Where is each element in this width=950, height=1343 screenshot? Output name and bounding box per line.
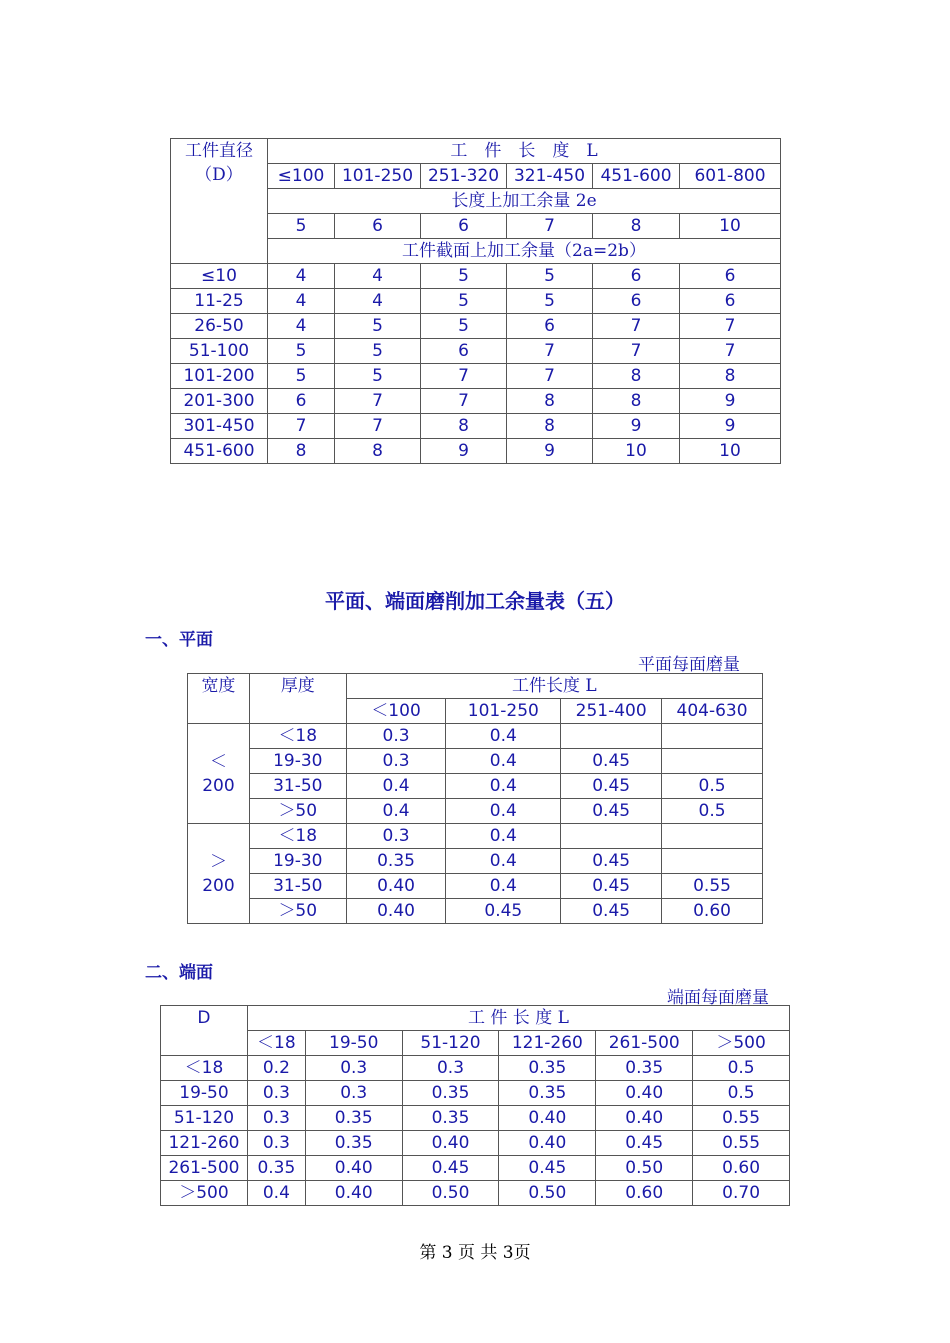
unit-note-plane: 平面每面磨量 [638, 655, 740, 675]
thickness-cell: ＜18 [249, 824, 346, 849]
value-cell: 0.4 [446, 749, 561, 774]
value-cell: 0.40 [499, 1106, 596, 1131]
value-cell: 0.4 [247, 1181, 305, 1206]
value-cell: 8 [268, 439, 335, 464]
table-row [188, 899, 763, 924]
value-cell: 0.35 [499, 1081, 596, 1106]
diameter-cell: ＜18 [161, 1056, 248, 1081]
value-cell [662, 824, 763, 849]
allowance-cell: 7 [507, 214, 593, 239]
value-cell: 4 [335, 289, 421, 314]
value-cell: 9 [421, 439, 507, 464]
value-cell: 0.4 [446, 874, 561, 899]
value-cell: 0.45 [402, 1156, 499, 1181]
value-cell: 5 [335, 364, 421, 389]
thickness-cell: 31-50 [249, 874, 346, 899]
value-cell: 8 [507, 389, 593, 414]
value-cell: 0.40 [402, 1131, 499, 1156]
diameter-header [171, 139, 268, 264]
table-row [171, 264, 781, 289]
width-cell [188, 824, 250, 924]
value-cell: 0.55 [662, 874, 763, 899]
table-row [161, 1156, 790, 1181]
value-cell: 0.45 [446, 899, 561, 924]
value-cell: 4 [268, 264, 335, 289]
value-cell: 6 [680, 289, 781, 314]
value-cell: 0.5 [662, 774, 763, 799]
value-cell: 8 [680, 364, 781, 389]
diameter-cell: 19-50 [161, 1081, 248, 1106]
table-row [171, 364, 781, 389]
value-cell: 4 [335, 264, 421, 289]
value-cell: 0.3 [346, 749, 446, 774]
diameter-cell: 11-25 [171, 289, 268, 314]
value-cell: 8 [507, 414, 593, 439]
value-cell: 0.35 [305, 1106, 402, 1131]
value-cell: 0.3 [247, 1106, 305, 1131]
value-cell: 7 [507, 339, 593, 364]
table-row [171, 289, 781, 314]
length-col: 51-120 [402, 1031, 499, 1056]
width-header: 宽度 [188, 674, 250, 724]
length-header: 工 件 长 度 L [247, 1006, 789, 1031]
allowance-cell: 6 [421, 214, 507, 239]
value-cell: 7 [593, 314, 680, 339]
length-header: 工 件 长 度 L [268, 139, 781, 164]
length-col: ≤100 [268, 164, 335, 189]
table1-body [171, 264, 781, 464]
table-row [171, 314, 781, 339]
value-cell: 9 [680, 389, 781, 414]
table-row [161, 1181, 790, 1206]
diameter-header-line2: （D） [195, 165, 243, 185]
value-cell: 0.5 [693, 1056, 790, 1081]
value-cell: 5 [335, 339, 421, 364]
value-cell: 7 [507, 364, 593, 389]
thickness-cell: 31-50 [249, 774, 346, 799]
value-cell: 5 [421, 264, 507, 289]
diameter-cell: 101-200 [171, 364, 268, 389]
length-col: ＞500 [693, 1031, 790, 1056]
value-cell: 0.50 [402, 1181, 499, 1206]
table-row [188, 849, 763, 874]
width-value: 200 [202, 775, 235, 796]
value-cell: 6 [593, 264, 680, 289]
value-cell: 0.35 [499, 1056, 596, 1081]
value-cell: 4 [268, 314, 335, 339]
length-columns-row [161, 1031, 790, 1056]
thickness-cell: 19-30 [249, 749, 346, 774]
value-cell: 0.5 [662, 799, 763, 824]
thickness-cell: ＞50 [249, 799, 346, 824]
diameter-cell: ≤10 [171, 264, 268, 289]
machining-allowance-table [170, 138, 781, 464]
table-row [188, 874, 763, 899]
d-header: D [161, 1006, 248, 1056]
diameter-cell: 451-600 [171, 439, 268, 464]
value-cell [561, 724, 662, 749]
value-cell: 0.70 [693, 1181, 790, 1206]
value-cell: 6 [593, 289, 680, 314]
value-cell: 0.4 [446, 724, 561, 749]
value-cell: 6 [507, 314, 593, 339]
value-cell: 8 [593, 389, 680, 414]
value-cell: 0.45 [561, 849, 662, 874]
section-heading-plane: 一、平面 [145, 630, 213, 650]
table-row [171, 439, 781, 464]
value-cell: 0.55 [693, 1106, 790, 1131]
value-cell: 0.35 [402, 1106, 499, 1131]
value-cell: 9 [593, 414, 680, 439]
value-cell: 0.40 [305, 1156, 402, 1181]
table-row [161, 1081, 790, 1106]
value-cell: 9 [507, 439, 593, 464]
diameter-cell: 261-500 [161, 1156, 248, 1181]
plane-grinding-table [187, 673, 763, 924]
value-cell: 0.4 [446, 799, 561, 824]
length-col: 321-450 [507, 164, 593, 189]
value-cell: 0.2 [247, 1056, 305, 1081]
thickness-cell: ＜18 [249, 724, 346, 749]
value-cell [662, 724, 763, 749]
value-cell: 7 [335, 414, 421, 439]
value-cell: 0.40 [346, 874, 446, 899]
table-row [171, 414, 781, 439]
length-col: 451-600 [593, 164, 680, 189]
value-cell: 0.40 [499, 1131, 596, 1156]
diameter-header-line1: 工件直径 [185, 141, 253, 161]
value-cell: 6 [680, 264, 781, 289]
value-cell: 0.50 [499, 1181, 596, 1206]
value-cell: 0.3 [305, 1081, 402, 1106]
value-cell: 6 [268, 389, 335, 414]
allowance-cell: 6 [335, 214, 421, 239]
length-allowance-label: 长度上加工余量 2e [268, 189, 781, 214]
value-cell: 5 [268, 364, 335, 389]
table-row [188, 774, 763, 799]
diameter-cell: 301-450 [171, 414, 268, 439]
table-row [161, 1131, 790, 1156]
table-row [161, 1056, 790, 1081]
value-cell: 4 [268, 289, 335, 314]
section-heading-end-face: 二、端面 [145, 963, 213, 983]
value-cell: 5 [507, 289, 593, 314]
width-value: 200 [202, 875, 235, 896]
value-cell: 7 [268, 414, 335, 439]
thickness-cell: ＞50 [249, 899, 346, 924]
value-cell: 0.45 [561, 899, 662, 924]
value-cell: 7 [421, 364, 507, 389]
value-cell: 0.35 [596, 1056, 693, 1081]
table-row [171, 389, 781, 414]
page-title: 平面、端面磨削加工余量表（五） [325, 589, 625, 613]
length-col: 251-400 [561, 699, 662, 724]
value-cell: 0.3 [247, 1081, 305, 1106]
table-row [188, 824, 763, 849]
value-cell [662, 749, 763, 774]
value-cell: 5 [268, 339, 335, 364]
table-row [188, 749, 763, 774]
value-cell: 7 [421, 389, 507, 414]
value-cell: 7 [593, 339, 680, 364]
value-cell [662, 849, 763, 874]
diameter-cell: 51-120 [161, 1106, 248, 1131]
value-cell: 6 [421, 339, 507, 364]
value-cell: 0.5 [693, 1081, 790, 1106]
length-col: ＜18 [247, 1031, 305, 1056]
value-cell: 0.40 [596, 1081, 693, 1106]
width-symbol: ＞ [209, 851, 227, 872]
length-col: ＜100 [346, 699, 446, 724]
value-cell: 8 [421, 414, 507, 439]
value-cell: 10 [593, 439, 680, 464]
allowance-cell: 10 [680, 214, 781, 239]
diameter-cell: 121-260 [161, 1131, 248, 1156]
value-cell: 8 [593, 364, 680, 389]
value-cell: 0.45 [561, 774, 662, 799]
thickness-header: 厚度 [249, 674, 346, 724]
value-cell: 5 [335, 314, 421, 339]
length-header: 工件长度 L [346, 674, 762, 699]
diameter-cell: ＞500 [161, 1181, 248, 1206]
value-cell: 0.60 [596, 1181, 693, 1206]
length-col: 101-250 [446, 699, 561, 724]
value-cell: 0.45 [596, 1131, 693, 1156]
allowance-cell: 8 [593, 214, 680, 239]
value-cell: 0.4 [346, 799, 446, 824]
value-cell: 0.3 [305, 1056, 402, 1081]
value-cell: 0.3 [247, 1131, 305, 1156]
thickness-cell: 19-30 [249, 849, 346, 874]
length-col: 121-260 [499, 1031, 596, 1056]
end-face-grinding-table [160, 1005, 790, 1206]
length-col: 101-250 [335, 164, 421, 189]
length-col: 601-800 [680, 164, 781, 189]
length-col: 251-320 [421, 164, 507, 189]
value-cell: 0.4 [446, 774, 561, 799]
value-cell: 0.3 [346, 724, 446, 749]
allowance-cell: 5 [268, 214, 335, 239]
value-cell: 0.3 [402, 1056, 499, 1081]
value-cell: 0.35 [305, 1131, 402, 1156]
table-row [188, 724, 763, 749]
value-cell: 0.55 [693, 1131, 790, 1156]
value-cell: 0.4 [346, 774, 446, 799]
table-row [171, 339, 781, 364]
value-cell: 0.4 [446, 824, 561, 849]
page-footer: 第 3 页 共 3页 [419, 1243, 531, 1263]
width-cell [188, 724, 250, 824]
diameter-cell: 51-100 [171, 339, 268, 364]
value-cell: 0.45 [499, 1156, 596, 1181]
value-cell: 0.60 [662, 899, 763, 924]
value-cell: 5 [421, 314, 507, 339]
value-cell: 7 [335, 389, 421, 414]
value-cell: 10 [680, 439, 781, 464]
diameter-cell: 26-50 [171, 314, 268, 339]
value-cell: 0.35 [247, 1156, 305, 1181]
value-cell: 0.60 [693, 1156, 790, 1181]
table-row [188, 799, 763, 824]
value-cell: 0.3 [346, 824, 446, 849]
diameter-cell: 201-300 [171, 389, 268, 414]
value-cell: 0.40 [305, 1181, 402, 1206]
value-cell [561, 824, 662, 849]
value-cell: 0.40 [596, 1106, 693, 1131]
value-cell: 0.40 [346, 899, 446, 924]
value-cell: 5 [507, 264, 593, 289]
value-cell: 0.50 [596, 1156, 693, 1181]
table-row [161, 1106, 790, 1131]
value-cell: 0.45 [561, 874, 662, 899]
value-cell: 7 [680, 339, 781, 364]
section-allowance-label: 工件截面上加工余量（2a=2b） [268, 239, 781, 264]
value-cell: 0.4 [446, 849, 561, 874]
value-cell: 8 [335, 439, 421, 464]
length-col: 19-50 [305, 1031, 402, 1056]
value-cell: 9 [680, 414, 781, 439]
value-cell: 0.45 [561, 799, 662, 824]
width-symbol: ＜ [209, 751, 227, 772]
value-cell: 0.35 [402, 1081, 499, 1106]
value-cell: 0.45 [561, 749, 662, 774]
length-col: 261-500 [596, 1031, 693, 1056]
unit-note-end-face: 端面每面磨量 [667, 988, 769, 1008]
value-cell: 7 [680, 314, 781, 339]
value-cell: 0.35 [346, 849, 446, 874]
length-col: 404-630 [662, 699, 763, 724]
value-cell: 5 [421, 289, 507, 314]
